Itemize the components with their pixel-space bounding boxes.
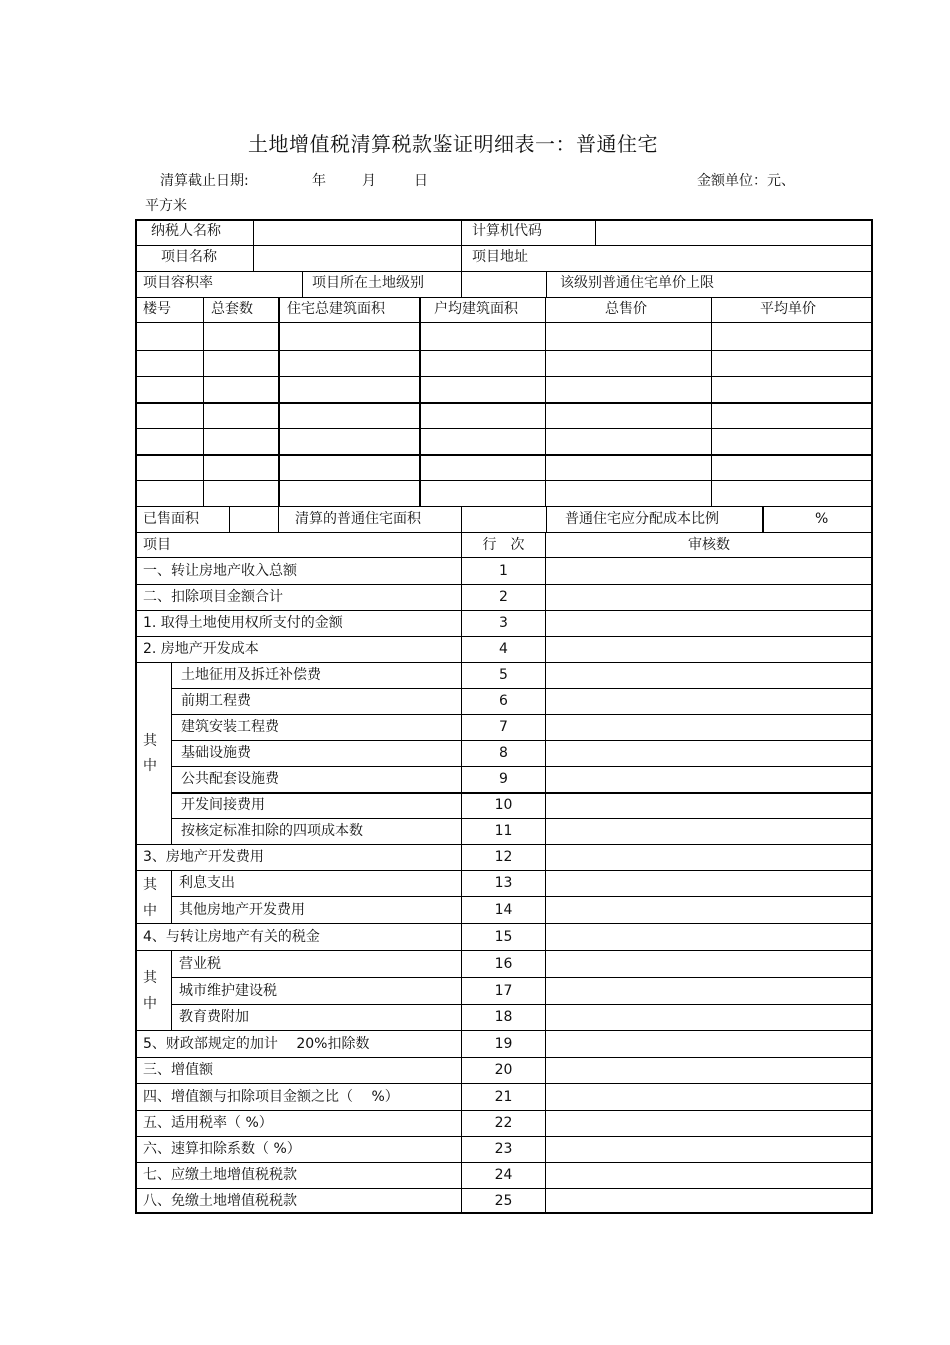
audit-value-field-20[interactable] [546, 1058, 872, 1083]
building-row-line [136, 376, 872, 377]
col-total-area: 住宅总建筑面积 [287, 301, 385, 317]
audit-value-field-15[interactable] [546, 924, 872, 950]
item-label-25: 八、免缴土地增值税税款 [143, 1193, 297, 1209]
col-total-price: 总售价 [605, 301, 647, 317]
item-row-no-19: 19 [494, 1036, 513, 1052]
item-label-5: 土地征用及拆迁补偿费 [181, 667, 321, 683]
item-label-22: 五、适用税率（ %） [143, 1115, 273, 1131]
item-label-4: 2. 房地产开发成本 [143, 641, 259, 657]
project-address-field[interactable] [546, 248, 872, 271]
item-label-24: 七、应缴土地增值税税款 [143, 1167, 297, 1183]
grid-line [136, 297, 872, 298]
unit-label-cont: 平方米 [145, 198, 187, 214]
group-label-qi-tax: 其 [143, 970, 157, 986]
building-row-line [136, 350, 872, 351]
audit-value-field-7[interactable] [546, 715, 872, 740]
item-row-no-8: 8 [499, 745, 508, 761]
plot-ratio-label: 项目容积率 [143, 275, 213, 291]
col-avg-price: 平均单价 [760, 301, 816, 317]
item-row-no-24: 24 [494, 1167, 513, 1183]
grid-line [711, 297, 712, 506]
audit-value-field-8[interactable] [546, 741, 872, 766]
item-label-6: 前期工程费 [181, 693, 251, 709]
audit-value-field-19[interactable] [546, 1031, 872, 1057]
grid-line [171, 950, 172, 1030]
cleared-area-label: 清算的普通住宅面积 [295, 511, 421, 527]
grid-line [136, 245, 872, 246]
grid-line [136, 532, 872, 533]
sold-area-label: 已售面积 [143, 511, 199, 527]
audit-value-field-6[interactable] [546, 689, 872, 714]
grid-line [545, 297, 546, 506]
item-row-no-5: 5 [499, 667, 508, 683]
sold-area-field[interactable] [230, 509, 278, 532]
audit-value-field-4[interactable] [546, 637, 872, 662]
item-label-12: 3、房地产开发费用 [143, 849, 264, 865]
item-row-no-16: 16 [494, 956, 513, 972]
items-header-item: 项目 [143, 537, 171, 553]
items-header-audit: 审核数 [688, 537, 730, 553]
audit-value-field-12[interactable] [546, 845, 872, 870]
item-row-no-20: 20 [494, 1062, 513, 1078]
item-label-13: 利息支出 [179, 875, 235, 891]
item-row-no-22: 22 [494, 1115, 513, 1131]
item-row-no-23: 23 [494, 1141, 513, 1157]
item-row-no-11: 11 [494, 823, 513, 839]
item-label-3: 1. 取得土地使用权所支付的金额 [143, 615, 343, 631]
page-title: 土地增值税清算税款鉴证明细表一：普通住宅 [248, 132, 658, 156]
item-row-no-1: 1 [499, 563, 508, 579]
building-row-line [136, 402, 872, 404]
audit-value-field-24[interactable] [546, 1163, 872, 1188]
item-row-no-15: 15 [494, 929, 513, 945]
item-row-no-25: 25 [494, 1193, 513, 1209]
group-label-qi-fee: 其 [143, 877, 157, 893]
audit-value-field-23[interactable] [546, 1137, 872, 1162]
item-label-17: 城市维护建设税 [179, 983, 277, 999]
price-limit-label: 该级别普通住宅单价上限 [560, 275, 714, 291]
item-label-15: 4、与转让房地产有关的税金 [143, 929, 320, 945]
date-day-label: 日 [414, 173, 428, 189]
cost-ratio-field[interactable] [763, 509, 803, 532]
item-row-no-2: 2 [499, 589, 508, 605]
cost-ratio-label: 普通住宅应分配成本比例 [565, 511, 719, 527]
item-row-no-7: 7 [499, 719, 508, 735]
computer-code-label: 计算机代码 [472, 223, 542, 239]
grid-line [136, 271, 872, 272]
col-building-no: 楼号 [143, 301, 171, 317]
taxpayer-name-label: 纳税人名称 [151, 223, 221, 239]
audit-value-field-17[interactable] [546, 978, 872, 1004]
item-label-20: 三、增值额 [143, 1062, 213, 1078]
item-row-no-12: 12 [494, 849, 513, 865]
item-row-no-9: 9 [499, 771, 508, 787]
project-name-field[interactable] [254, 248, 461, 271]
group-label-qi-cost: 其 [143, 733, 157, 749]
computer-code-field[interactable] [596, 222, 872, 245]
taxpayer-name-field[interactable] [254, 222, 461, 245]
project-address-label: 项目地址 [472, 249, 528, 265]
cleared-area-field[interactable] [462, 509, 546, 532]
grid-line [302, 271, 303, 297]
grid-line [546, 271, 547, 297]
audit-value-field-9[interactable] [546, 767, 872, 792]
item-row-no-18: 18 [494, 1009, 513, 1025]
building-row-line [136, 454, 872, 456]
item-row-no-13: 13 [494, 875, 513, 891]
date-year-label: 年 [312, 173, 326, 189]
group-label-zhong-tax: 中 [143, 996, 157, 1012]
audit-value-field-21[interactable] [546, 1084, 872, 1110]
grid-line [278, 297, 280, 506]
item-row-no-14: 14 [494, 902, 513, 918]
building-row-line [136, 428, 872, 429]
audit-value-field-1[interactable] [546, 558, 872, 584]
item-label-9: 公共配套设施费 [181, 771, 279, 787]
item-row-no-4: 4 [499, 641, 508, 657]
grid-line [171, 662, 172, 844]
percent-sign: % [815, 511, 829, 527]
grid-line [278, 506, 279, 532]
items-header-row-no: 行 次 [482, 537, 525, 553]
plot-ratio-field[interactable] [254, 274, 302, 297]
item-row-no-17: 17 [494, 983, 513, 999]
audit-value-field-5[interactable] [546, 663, 872, 688]
item-row-no-21: 21 [494, 1089, 513, 1105]
item-label-23: 六、速算扣除系数（ %） [143, 1141, 301, 1157]
grid-line [461, 221, 462, 271]
item-row-no-10: 10 [494, 797, 513, 813]
audit-value-field-18[interactable] [546, 1005, 872, 1030]
item-row-no-6: 6 [499, 693, 508, 709]
building-row-line [136, 480, 872, 481]
audit-value-field-25[interactable] [546, 1189, 872, 1213]
item-label-10: 开发间接费用 [181, 797, 265, 813]
project-name-label: 项目名称 [161, 249, 217, 265]
land-grade-field[interactable] [462, 274, 546, 297]
audit-value-field-2[interactable] [546, 585, 872, 610]
group-label-zhong-fee: 中 [143, 903, 157, 919]
col-avg-area: 户均建筑面积 [434, 301, 518, 317]
grid-line [419, 297, 421, 506]
grid-line [203, 297, 204, 506]
grid-line [546, 506, 547, 532]
audit-value-field-3[interactable] [546, 611, 872, 636]
item-label-11: 按核定标准扣除的四项成本数 [181, 823, 363, 839]
col-total-units: 总套数 [211, 301, 253, 317]
item-label-16: 营业税 [179, 956, 221, 972]
item-label-8: 基础设施费 [181, 745, 251, 761]
unit-label: 金额单位：元、 [697, 173, 795, 189]
item-row-no-3: 3 [499, 615, 508, 631]
item-label-14: 其他房地产开发费用 [179, 902, 305, 918]
group-label-zhong-cost: 中 [143, 758, 157, 774]
item-label-18: 教育费附加 [179, 1009, 249, 1025]
date-label: 清算截止日期: [160, 173, 249, 189]
date-month-label: 月 [362, 173, 376, 189]
audit-value-field-13[interactable] [546, 871, 872, 896]
item-label-21: 四、增值额与扣除项目金额之比（ %） [143, 1089, 399, 1105]
item-label-7: 建筑安装工程费 [181, 719, 279, 735]
grid-line [171, 870, 172, 923]
audit-value-field-22[interactable] [546, 1111, 872, 1136]
land-grade-label: 项目所在土地级别 [312, 275, 424, 291]
audit-value-field-14[interactable] [546, 897, 872, 923]
item-label-1: 一、转让房地产收入总额 [143, 563, 297, 579]
item-label-2: 二、扣除项目金额合计 [143, 589, 283, 605]
building-row-line [136, 322, 872, 323]
audit-value-field-11[interactable] [546, 819, 872, 844]
audit-value-field-16[interactable] [546, 951, 872, 977]
item-label-19: 5、财政部规定的加计 20%扣除数 [143, 1036, 370, 1052]
audit-value-field-10[interactable] [546, 793, 872, 818]
